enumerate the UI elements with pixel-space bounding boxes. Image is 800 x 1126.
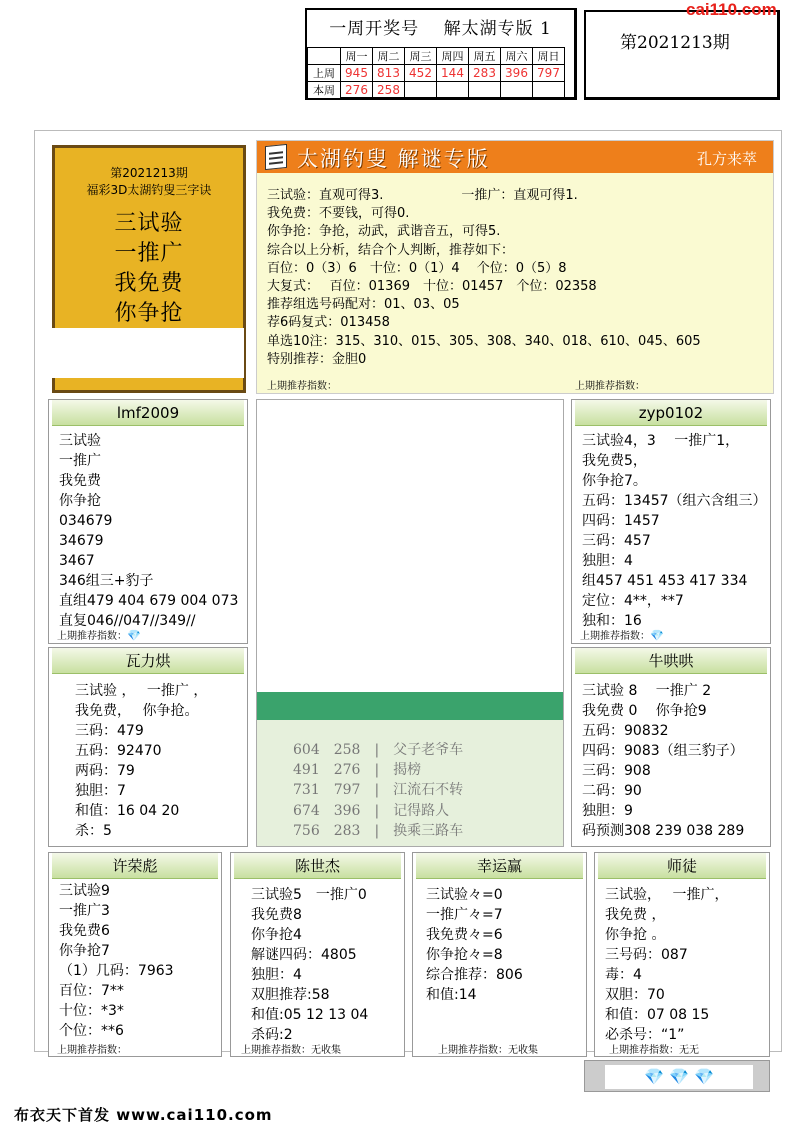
rating-label: 上期推荐指数： [57, 631, 127, 642]
weekly-draw-table [307, 47, 565, 99]
puzzle-panel [256, 140, 774, 394]
scroll-icon [265, 144, 287, 170]
content-line: 三试验 [59, 433, 101, 449]
expert-footer [580, 627, 664, 642]
riddle-line: 756 283 | 换乘三路车 [293, 822, 464, 839]
content-line: 我免费 [59, 473, 101, 489]
draw-number [437, 82, 469, 99]
diamond-icon: 💎 [644, 1067, 664, 1086]
content-line: 一推广3 [59, 903, 110, 919]
puzzle-line: 我免费：不要钱，可得0. [267, 206, 410, 222]
expert-content [59, 881, 174, 1041]
content-line: 双胆推荐:58 [251, 987, 330, 1003]
content-line: 定位：4**，**7 [582, 593, 684, 609]
content-line: 直复046//047//349// [59, 613, 196, 629]
puzzle-header [257, 141, 773, 173]
draw-number: 283 [469, 65, 501, 82]
expert-footer: 上期推荐指数： [57, 1045, 127, 1056]
content-line: 独胆：4 [582, 553, 633, 569]
puzzle-footer-right: 上期推荐指数： [575, 381, 645, 392]
content-line: 四码：1457 [582, 513, 660, 529]
day-header: 周五 [469, 48, 501, 65]
puzzle-author: 孔方来萃 [696, 150, 757, 168]
expert-name: 师徒 [598, 853, 766, 879]
content-line: 三码：457 [582, 533, 651, 549]
expert-content [582, 431, 767, 631]
content-line: 你争抢7。 [582, 473, 647, 489]
riddle-list [293, 740, 463, 841]
content-line: 毒：4 [605, 967, 642, 983]
poem-verse: 一推广 [114, 241, 184, 266]
content-line: 五码：92470 [75, 743, 162, 759]
expert-content [251, 885, 368, 1045]
this-week-label: 本周 [308, 82, 341, 99]
content-line: 三号码：087 [605, 947, 688, 963]
puzzle-line: 推荐组选号码配对：01、03、05 [267, 297, 460, 313]
draw-number [405, 82, 437, 99]
riddle-line: 604 258 | 父子老爷车 [293, 742, 464, 758]
draw-number: 144 [437, 65, 469, 82]
draw-number [533, 82, 565, 99]
content-line: 杀：5 [75, 823, 112, 839]
expert-name: zyp0102 [575, 400, 767, 426]
content-line: 综合推荐：806 [426, 967, 523, 983]
expert-box-lmf2009 [48, 399, 248, 644]
puzzle-line: 你争抢：争抢，动武，武谐音五，可得5. [267, 224, 501, 240]
draw-number [501, 82, 533, 99]
expert-box-xingyunying [412, 852, 587, 1057]
content-line: 独和：16 [582, 613, 642, 629]
diamond-icon: 💎 [650, 629, 664, 642]
expert-footer: 上期推荐指数：无无 [609, 1045, 699, 1056]
content-line: 你争抢4 [251, 927, 302, 943]
rating-gem-box [584, 1060, 770, 1092]
content-line: 我免费 0 你争抢9 [582, 703, 707, 719]
content-line: 码预测308 239 038 289 [582, 823, 745, 839]
puzzle-body [267, 187, 701, 369]
expert-name: 幸运赢 [416, 853, 583, 879]
content-line: 三码：908 [582, 763, 651, 779]
day-header: 周六 [501, 48, 533, 65]
expert-content [59, 431, 238, 631]
content-line: 百位：7** [59, 983, 124, 999]
content-line: 三试验9 [59, 883, 110, 899]
content-line: 一推广 [59, 453, 101, 469]
puzzle-line: 百位：0（3）6 十位：0（1）4 个位：0（5）8 [267, 260, 567, 276]
puzzle-footer-left: 上期推荐指数： [267, 381, 337, 392]
content-line: 和值:05 12 13 04 [251, 1007, 369, 1023]
content-line: 杀码:2 [251, 1027, 293, 1043]
content-line: 我免费々=6 [426, 927, 503, 943]
content-line: 三试验 8 一推广 2 [582, 683, 712, 699]
content-line: 独胆：4 [251, 967, 302, 983]
puzzle-line: 荐6码复式：013458 [267, 315, 390, 331]
content-line: 我免费， 你争抢。 [75, 703, 199, 719]
draw-number: 945 [341, 65, 373, 82]
draw-number: 276 [341, 82, 373, 99]
expert-content [75, 681, 207, 841]
weekly-draw-title: 一周开奖号 解太湖专版 1 [329, 19, 552, 39]
draw-number: 797 [533, 65, 565, 82]
expert-name: 瓦力烘 [52, 648, 244, 674]
riddle-line: 491 276 | 揭榜 [293, 762, 422, 779]
content-line: 三码：479 [75, 723, 144, 739]
last-week-label: 上周 [308, 65, 341, 82]
expert-content [582, 681, 744, 841]
puzzle-line: 大复式： 百位：01369 十位：01457 个位：02358 [267, 279, 597, 295]
content-line: 五码：90832 [582, 723, 669, 739]
expert-name: 许荣彪 [52, 853, 218, 879]
content-line: 3467 [59, 553, 95, 569]
content-line: 三试验々=0 [426, 887, 503, 903]
content-line: 三试验 ， 一推广 ， [75, 683, 208, 699]
expert-footer: 上期推荐指数：无收集 [241, 1045, 341, 1056]
content-line: 你争抢 [59, 493, 101, 509]
day-header: 周一 [341, 48, 373, 65]
content-line: 34679 [59, 533, 104, 549]
content-line: 我免费5， [582, 453, 647, 469]
content-line: 你争抢7 [59, 943, 110, 959]
rating-label: 上期推荐指数： [580, 631, 650, 642]
day-header: 周二 [373, 48, 405, 65]
issue-panel [584, 10, 780, 100]
footer-credit: 布衣天下首发 www.cai110.com [14, 1106, 273, 1124]
expert-name: lmf2009 [52, 400, 244, 426]
content-line: 346组三+豹子 [59, 573, 154, 589]
draw-number [469, 82, 501, 99]
expert-box-walihong [48, 647, 248, 847]
content-line: 四码：9083（组三豹子） [582, 743, 744, 759]
poem-verse: 我免费 [114, 271, 184, 296]
puzzle-line: 特别推荐：金胆0 [267, 351, 367, 367]
diamond-icon: 💎 [127, 629, 141, 642]
content-line: 独胆：7 [75, 783, 126, 799]
content-line: 和值：16 04 20 [75, 803, 180, 819]
content-line: 组457 451 453 417 334 [582, 573, 748, 589]
riddle-line: 674 396 | 记得路人 [293, 802, 450, 819]
expert-footer: 上期推荐指数：无收集 [438, 1045, 538, 1056]
content-line: 解谜四码：4805 [251, 947, 357, 963]
poem-card-subtitle: 福彩3D太湖钓叟三字诀 [86, 183, 212, 197]
expert-footer [57, 627, 141, 642]
content-line: 十位：*3* [59, 1003, 124, 1019]
expert-box-xurongbiao [48, 852, 222, 1057]
poem-card [52, 145, 246, 393]
draw-number: 258 [373, 82, 405, 99]
riddle-line: 731 797 | 江流石不转 [293, 782, 464, 799]
puzzle-line: 单选10注：315、310、015、305、308、340、018、610、045、605 [267, 333, 701, 349]
content-line: 一推广々=7 [426, 907, 503, 923]
center-green-band [257, 692, 563, 720]
content-line: 三试验5 一推广0 [251, 887, 367, 903]
day-header: 周三 [405, 48, 437, 65]
content-line: 和值:14 [426, 987, 477, 1003]
content-line: 五码：13457（组六含组三） [582, 493, 767, 509]
content-line: 三试验， 一推广， [605, 887, 729, 903]
puzzle-line: 综合以上分析，结合个人判断，推荐如下： [267, 242, 515, 258]
day-header: 周四 [437, 48, 469, 65]
content-line: 我免费6 [59, 923, 110, 939]
content-line: 我免费 ， [605, 907, 666, 923]
poem-verse: 你争抢 [114, 301, 184, 326]
content-line: 独胆：9 [582, 803, 633, 819]
expert-box-zyp0102 [571, 399, 771, 644]
diamond-icon: 💎 [694, 1067, 714, 1086]
content-line: 个位：**6 [59, 1023, 124, 1039]
content-line: 我免费8 [251, 907, 302, 923]
content-line: 双胆：70 [605, 987, 665, 1003]
center-panel [256, 399, 564, 847]
puzzle-line: 三试验：直观可得3. 一推广：直观可得1. [267, 188, 578, 203]
content-line: 034679 [59, 513, 113, 529]
content-line: 直组479 404 679 004 073 [59, 593, 239, 609]
content-line: （1）几码：7963 [59, 963, 174, 979]
poem-card-issue: 第2021213期 [110, 166, 188, 180]
content-line: 两码：79 [75, 763, 135, 779]
content-line: 和值：07 08 15 [605, 1007, 710, 1023]
issue-number: 第2021213期 [620, 33, 730, 53]
content-line: 你争抢 。 [605, 927, 666, 943]
content-line: 必杀号：“1” [605, 1027, 685, 1043]
weekly-draw-panel [305, 8, 577, 100]
day-header: 周日 [533, 48, 565, 65]
draw-number: 396 [501, 65, 533, 82]
puzzle-title: 太湖钓叟 解谜专版 [297, 147, 490, 171]
content-line: 二码：90 [582, 783, 642, 799]
expert-box-shitu [594, 852, 770, 1057]
expert-box-chenshijie [230, 852, 405, 1057]
expert-content [426, 885, 523, 1005]
expert-box-niuhonghong [571, 647, 771, 847]
expert-content [605, 885, 728, 1045]
expert-name: 牛哄哄 [575, 648, 767, 674]
diamond-icon: 💎 [669, 1067, 689, 1086]
draw-number: 813 [373, 65, 405, 82]
draw-number: 452 [405, 65, 437, 82]
poem-verse: 三试验 [114, 211, 184, 236]
content-line: 三试验4，3 一推广1， [582, 433, 740, 449]
card-blank-area [52, 328, 244, 378]
expert-name: 陈世杰 [234, 853, 401, 879]
content-line: 你争抢々=8 [426, 947, 503, 963]
brand-logo[interactable]: cai110.com [686, 0, 777, 19]
